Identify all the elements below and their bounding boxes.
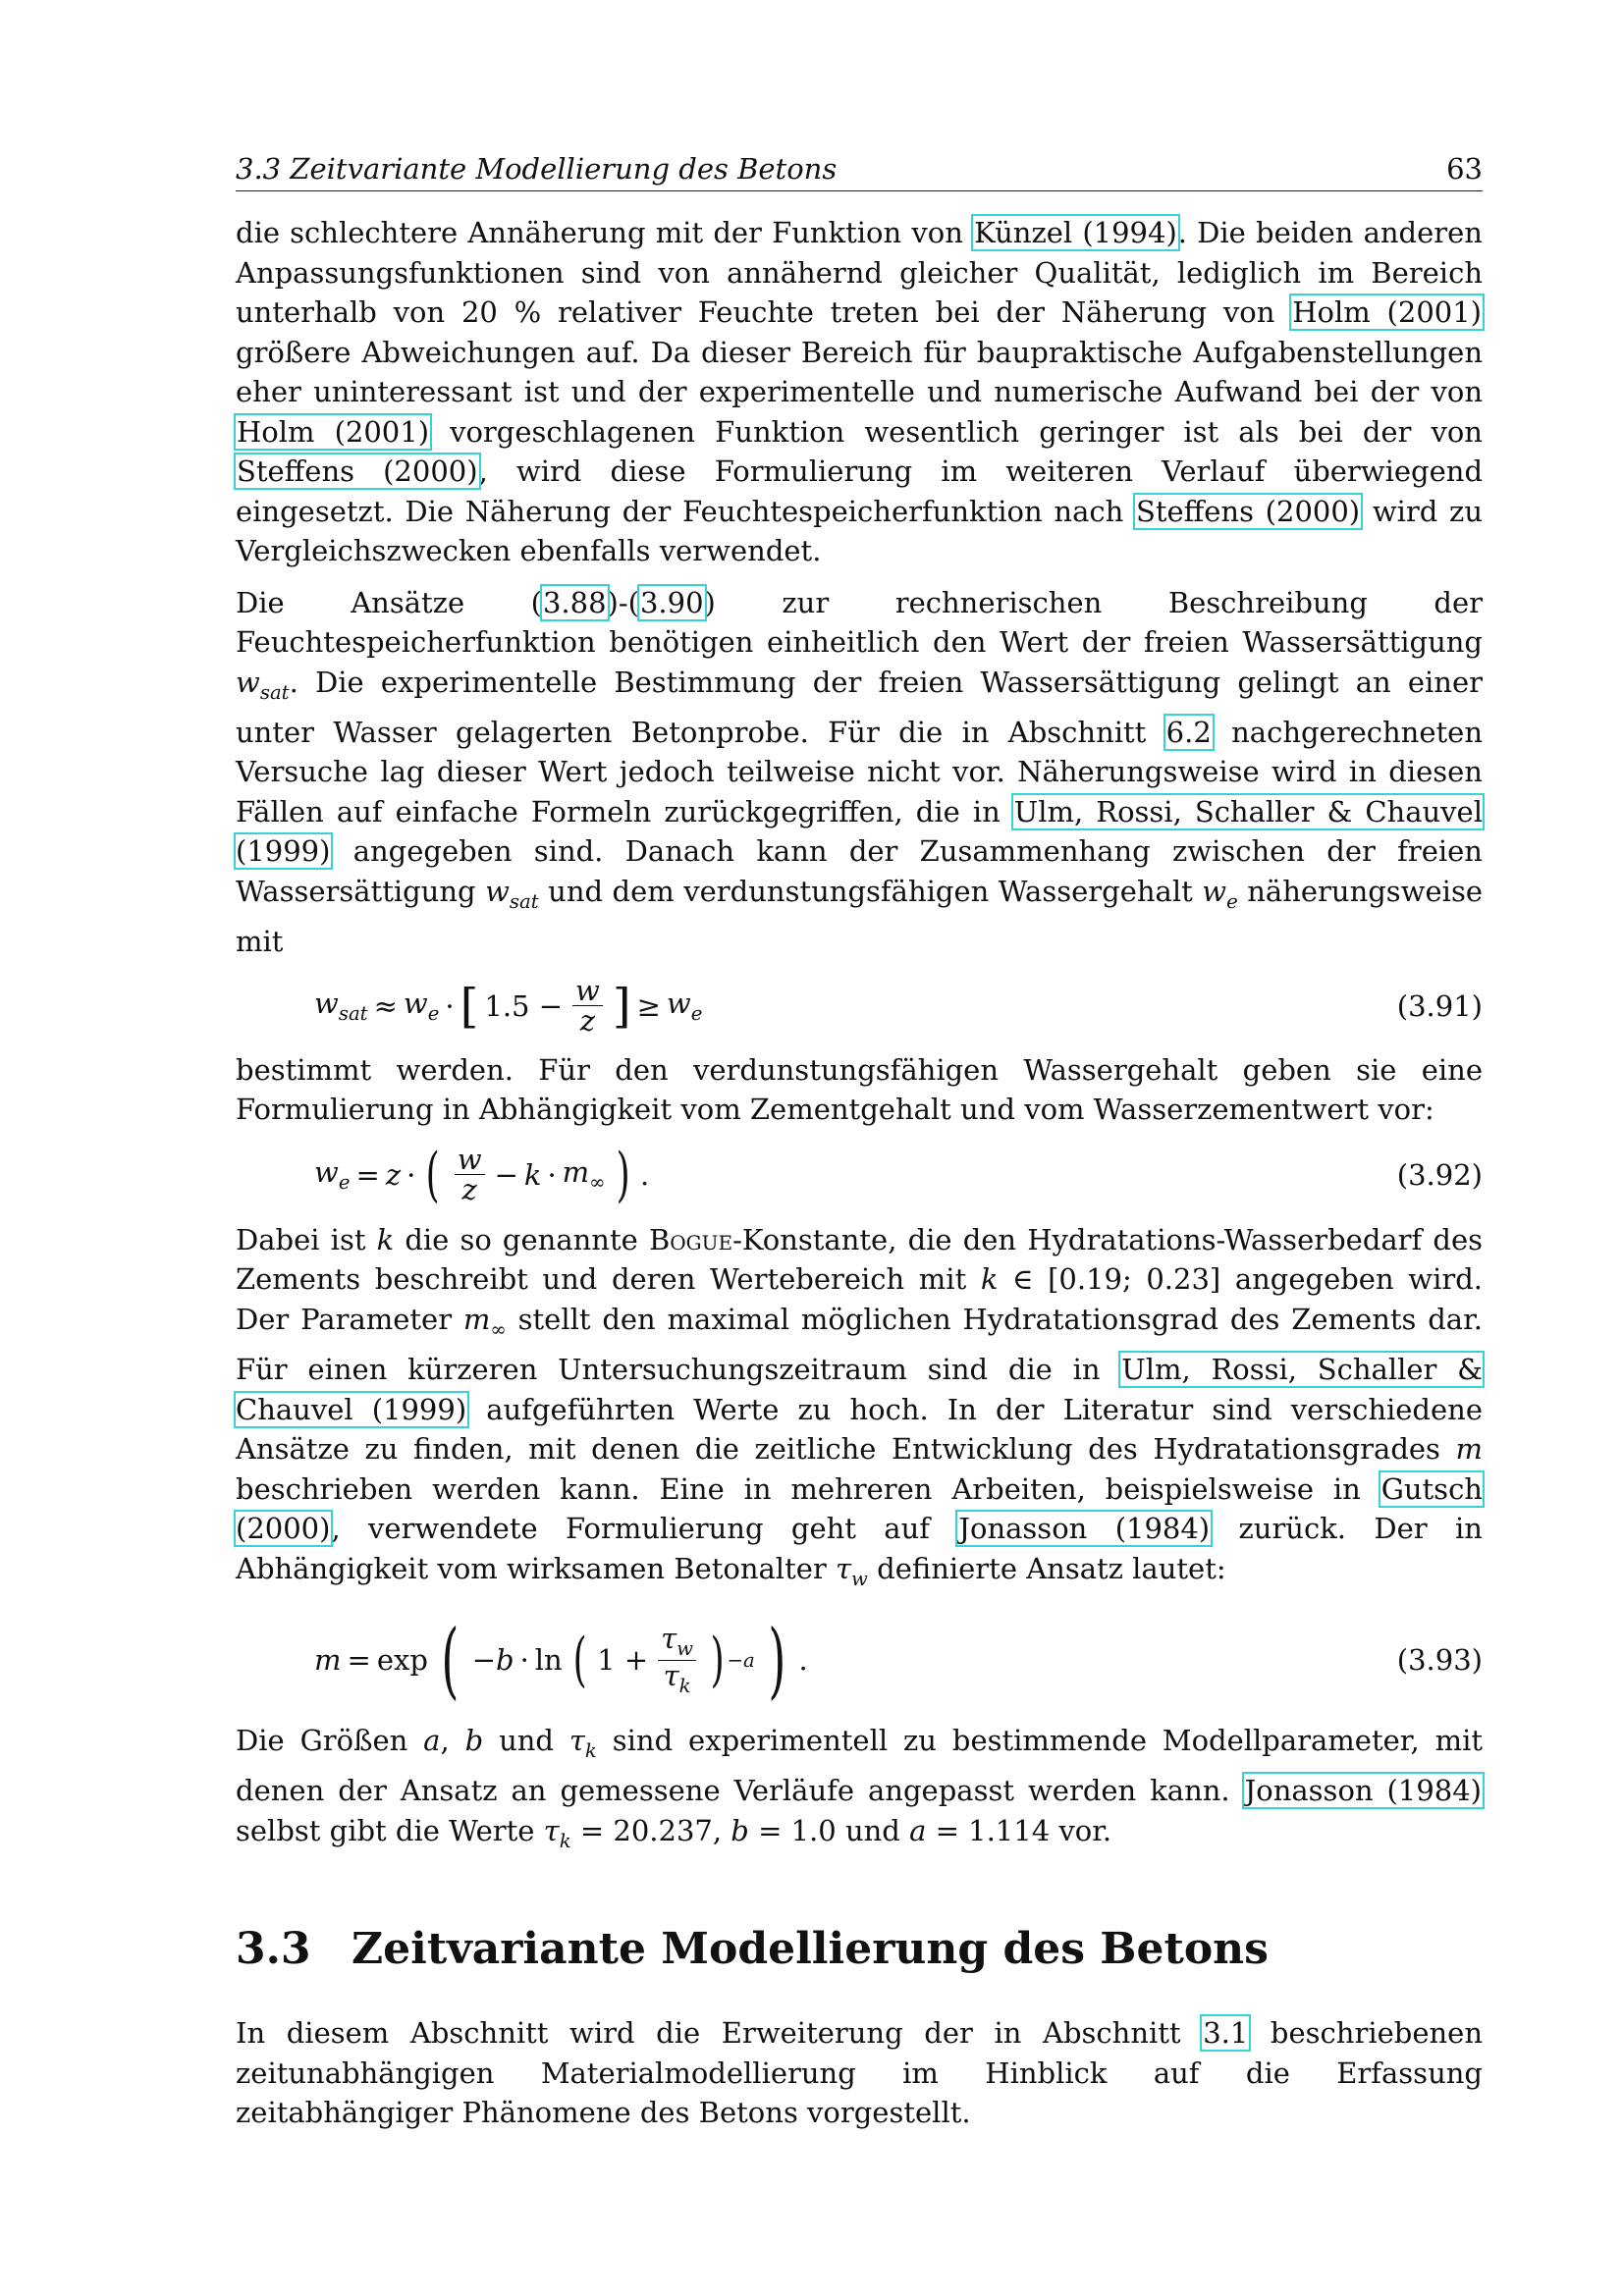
page [236,147,1483,2133]
text: = 20.237, [570,1813,731,1847]
text: , wird diese Formulierung im weiteren Verlauf überwiegend eingesetzt. Die Näherung der Feuchtespeicherfunktion nach [236,454,1484,528]
math-symbol: a [423,1724,441,1758]
equation-ref-link[interactable]: 3.90 [639,585,704,619]
equation-3-92: $w_e$ = z · ( $\frac{w}{z}$ − k · $m_\infty$ ) . (3.92) [314,1140,1483,1209]
text: näherungsweise mit [236,874,1483,959]
citation-link[interactable]: Künzel (1994) [974,216,1177,249]
math-symbol: a [909,1813,927,1847]
citation-link[interactable]: Jonasson (1984) [958,1512,1211,1546]
paragraph-5 [236,1721,1483,1861]
math-symbol: k [376,1222,395,1256]
text: nachgerechneten Versuche lag dieser Wert jedoch teilweise nicht vor. Näherungsweise wird in diesen Fällen auf einfache Formeln zurückgegriffen, die in [236,715,1483,828]
equation-ref-link[interactable]: 3.88 [542,585,607,619]
citation-link[interactable]: Steffens (2000) [237,454,478,488]
math-symbol: m [1455,1432,1483,1467]
citation-link[interactable]: Steffens (2000) [1135,494,1361,528]
text: wird zu Vergleichszwecken ebenfalls verwendet. [236,494,1483,567]
math-symbol: $w_{sat}$ [236,665,290,704]
math-symbol: k [980,1262,999,1297]
citation-link[interactable]: Holm (2001) [237,414,430,449]
text: und dem verdunstungsfähigen Wassergehalt [538,874,1203,908]
text: , [440,1724,465,1758]
math-symbol: $\tau_k$ [568,1724,597,1762]
section-title: Zeitvariante Modellierung des Betons [352,1924,1269,1975]
text: und [483,1724,569,1758]
text: Bogue [648,1222,733,1256]
equation-number: (3.93) [1396,1643,1483,1678]
equation-number: (3.92) [1396,1157,1483,1192]
math-symbol: $w_e$ [1202,874,1238,913]
text: selbst gibt die Werte [236,1813,544,1847]
text: Die Ansätze ( [236,585,542,619]
text: ∈ [0.19; 0.23] angegeben wird. Der Parameter [236,1262,1483,1336]
text: -Konstante, die den Hydratations-Wasserbedarf des Zements beschreibt und deren Wertebereich mit [236,1222,1484,1297]
text: beschrieben werden kann. Eine in mehreren Arbeiten, beispielsweise in [236,1471,1380,1506]
text: In diesem Abschnitt wird die Erweiterung der in Abschnitt [236,2016,1203,2051]
text: . Die experimentelle Bestimmung der freien Wassersättigung gelingt an einer unter Wasser gelagerten Betonprobe. Für die in Abschnitt [236,665,1483,749]
math-symbol: $w_{sat}$ [485,874,539,913]
equation-number: (3.91) [1396,988,1483,1023]
citation-link[interactable]: Gutsch (2000) [236,1471,1483,1546]
math-symbol: $\tau_k$ [543,1813,571,1852]
section-heading [236,1924,1483,1974]
math-symbol: $\tau_w$ [835,1551,868,1590]
text: die so genannte [394,1222,649,1256]
text: ) zur rechnerischen Beschreibung der Feuchtespeicherfunktion benötigen einheitlich den Wert der freien Wassersättigung [236,585,1483,659]
section-number: 3.3 [236,1924,311,1975]
paragraph-2 [236,583,1483,962]
math-symbol: $m_\infty$ [462,1302,507,1341]
math-symbol: b [464,1724,484,1758]
paragraph-3: bestimmt werden. Für den verdunstungsfähigen Wassergehalt geben sie eine Formulierung in Abhängigkeit vom Zementgehalt und vom Wasserzementwert vor: [236,1052,1483,1127]
text: Dabei ist [236,1222,377,1256]
paragraph-6 [236,2013,1483,2133]
citation-link[interactable]: Ulm, Rossi, Schaller & Chauvel (1999) [236,1353,1483,1426]
section-ref-link[interactable]: 6.2 [1165,715,1212,749]
section-ref-link[interactable]: 3.1 [1203,2016,1249,2051]
equation-3-91: $w_{sat}$ ≈ $w_e$ · [ 1.5 − $\frac{w}{z}$ ] ≥ $w_e$ (3.91) [314,973,1483,1039]
running-header [236,147,1483,191]
paragraph-1 [236,213,1483,571]
text: die schlechtere Annäherung mit der Funktion von [236,216,974,249]
text: , verwendete Formulierung geht auf [331,1512,958,1546]
text: vorgeschlagenen Funktion wesentlich geringer ist als bei der von [430,414,1483,449]
paragraph-4 [236,1220,1483,1599]
text: stellt den maximal möglichen Hydratationsgrad des Zements dar. Für einen kürzeren Untersuchungszeitraum sind die in [236,1302,1483,1387]
citation-link[interactable]: Holm (2001) [1292,295,1482,329]
equation-3-93: m = exp ( −b · ln ( 1 + $\frac{\tau_w}{\tau_k}$ ) −a ) . (3.93) [314,1612,1483,1709]
text: definierte Ansatz lautet: [867,1551,1226,1585]
citation-link[interactable]: Ulm, Rossi, Schaller & Chauvel (1999) [236,794,1483,869]
text: = 1.114 vor. [926,1813,1112,1847]
text: Die Größen [236,1724,424,1758]
math-symbol: b [730,1813,749,1847]
running-title: 3.3 Zeitvariante Modellierung des Betons [236,152,838,186]
text: zurück. Der in Abhängigkeit vom wirksamen Betonalter [236,1512,1483,1585]
citation-link[interactable]: Jonasson (1984) [1244,1774,1482,1808]
text: beschriebenen zeitunabhängigen Materialmodellierung im Hinblick auf die Erfassung zeitabhängiger Phänomene des Betons vorgestellt. [236,2016,1484,2130]
text: sind experimentell zu bestimmende Modellparameter, mit denen der Ansatz an gemessene Verläufe angepasst werden kann. [236,1724,1483,1808]
text: )-( [607,585,639,619]
text: aufgeführten Werte zu hoch. In der Literatur sind verschiedene Ansätze zu finden, mit denen die zeitliche Entwicklung des Hydratationsgrades [236,1392,1483,1467]
text: größere Abweichungen auf. Da dieser Bereich für baupraktische Aufgabenstellungen eher uninteressant ist und der experimentelle und numerische Aufwand bei der von [236,335,1483,408]
page-number: 63 [1446,152,1483,186]
text: angegeben sind. Danach kann der Zusammenhang zwischen der freien Wassersättigung [236,834,1483,908]
text: = 1.0 und [748,1813,910,1847]
text: . Die beiden anderen Anpassungsfunktionen sind von annähernd gleicher Qualität, lediglich im Bereich unterhalb von 20 % relativer Feuchte treten bei der Näherung von [236,216,1483,329]
